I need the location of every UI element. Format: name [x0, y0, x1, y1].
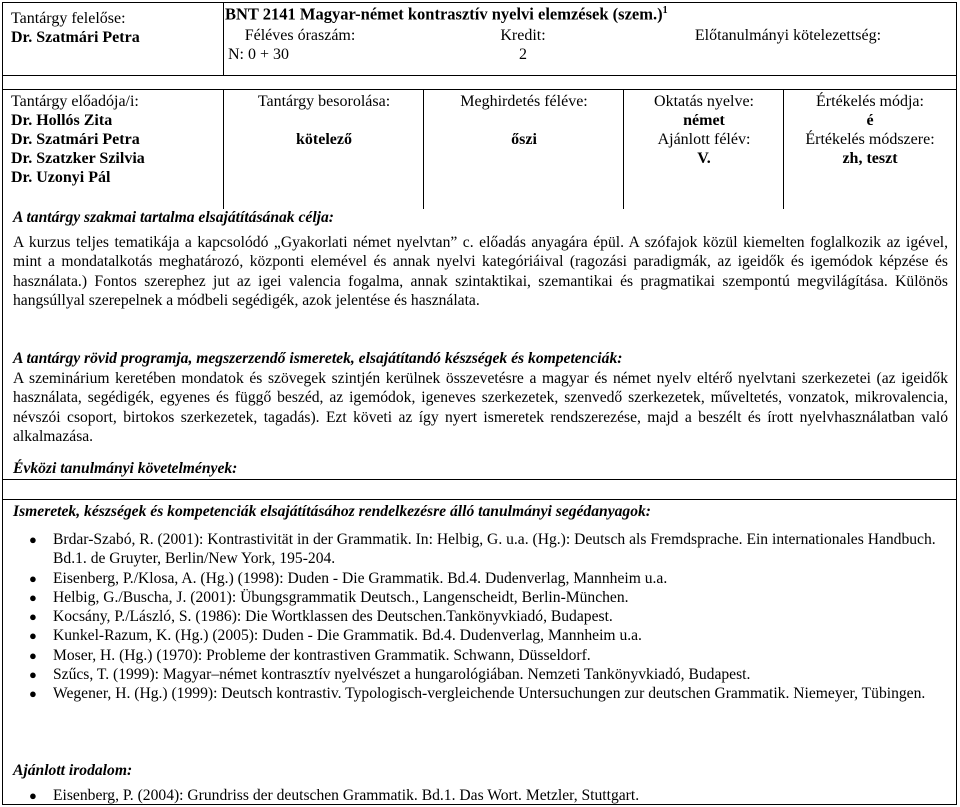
- row-divider: [3, 499, 956, 500]
- meghirdetes-label: Meghirdetés féléve:: [460, 93, 588, 110]
- ertekeles-modja-label: Értékelés módja:: [816, 93, 924, 110]
- course-title: [225, 1, 925, 24]
- footnote-mark: 1: [662, 5, 668, 16]
- list-item: [3, 607, 943, 626]
- ertekeles-modja-value: é: [866, 112, 874, 129]
- reference-text: Brdar-Szabó, R. (2001): Kontrastivität in der Grammatik. In: Helbig, G. u.a. (Hg.): Deutsch als Fremdsprache. Ein internationales Handbuch. Bd.1. de Gruyter, Berlin/New York, 195-204.: [53, 531, 936, 568]
- divider: [423, 89, 424, 209]
- reference-text: Eisenberg, P. (2004): Grundriss der deutschen Grammatik. Bd.1. Das Wort. Metzler, Stuttgart.: [53, 787, 640, 804]
- besorolas-label: Tantárgy besorolása:: [257, 93, 391, 110]
- divider: [223, 3, 224, 75]
- segedanyag-heading: Ismeretek, készségek és kompetenciák elsajátításához rendelkezésre álló tanulmányi segédanyagok:: [13, 503, 651, 520]
- reference-text: Eisenberg, P./Klosa, A. (Hg.) (1998): Duden - Die Grammatik. Bd.4. Dudenverlag, Mannheim u.a.: [53, 569, 668, 587]
- eloado-label: Tantárgy előadója/i:: [11, 93, 139, 110]
- bullet-icon: ●: [29, 628, 37, 644]
- divider: [623, 89, 624, 209]
- kredit-label: Kredit:: [500, 27, 546, 44]
- cel-text: A kurzus teljes tematikája a kapcsolódó „Gyakorlati német nyelvtan” c. előadás anyagára épül. A szófajok közül kiemelten foglalkozik az igével, mint a mondatalkotás meghatározó, központi elemével és annak nyelvi kategóriáival (ragozási paradigmák, az igeidők és igemódok képzése és használata.) Fontos szerephez jut az igei valencia fogalma, annak szintaktikai, szemantikai és pragmatikai szempontú megvilágítása. Különös hangsúllyal szerepelnek a módbeli segédigék, azok jelentése és használata.: [13, 234, 948, 309]
- list-item: [3, 646, 943, 665]
- besorolas-cell: [225, 92, 423, 149]
- bullet-icon: ●: [29, 788, 37, 803]
- oraszam-label: Féléves óraszám:: [244, 27, 356, 44]
- eloado-name: Dr. Uzonyi Pál: [11, 169, 111, 186]
- list-item: [3, 626, 943, 645]
- ajanlott-heading: Ajánlott irodalom:: [13, 762, 133, 779]
- course-title-text: BNT 2141 Magyar-német kontrasztív nyelvi elemzések (szem.): [225, 4, 663, 24]
- oraszam-value: N: 0 + 30: [228, 46, 290, 63]
- felelos-name: Dr. Szatmári Petra: [11, 29, 140, 46]
- bullet-icon: ●: [29, 647, 37, 663]
- elotanulmanyi-cell: [623, 26, 953, 45]
- row-divider: [3, 479, 956, 480]
- cel-heading: A tantárgy szakmai tartalma elsajátításának célja:: [13, 209, 334, 226]
- bullet-icon: ●: [29, 532, 37, 547]
- nyelv-cell: [625, 92, 783, 168]
- kredit-cell: [423, 26, 623, 64]
- eloado-cell: [11, 92, 221, 187]
- elotanulmanyi-label: Előtanulmányi kötelezettség:: [694, 27, 882, 44]
- ertekeles-modszere-label: Értékelés módszere:: [805, 131, 935, 148]
- reference-text: Kunkel-Razum, K. (Hg.) (2005): Duden - Die Grammatik. Bd.4. Dudenverlag, Mannheim u.a.: [53, 627, 642, 645]
- besorolas-value: kötelező: [296, 131, 352, 148]
- felelos-cell: [11, 9, 211, 47]
- eloado-name: Dr. Szatmári Petra: [11, 131, 140, 148]
- ajanlott-list: [3, 786, 943, 805]
- bullet-icon: ●: [29, 667, 37, 683]
- reference-text: Szűcs, T. (1999): Magyar–német kontrasztív nyelvészet a hungarológiában. Nemzeti Tankönyvkiadó, Budapest.: [53, 666, 751, 684]
- meghirdetes-cell: [425, 92, 623, 149]
- nyelv-value: német: [683, 112, 725, 129]
- divider: [783, 89, 784, 209]
- nyelv-label: Oktatás nyelve:: [654, 93, 754, 110]
- list-item: [3, 530, 943, 569]
- row-divider: [3, 75, 956, 76]
- oraszam-cell: [225, 26, 375, 64]
- list-item: [3, 684, 943, 703]
- felelos-label: Tantárgy felelőse:: [11, 10, 126, 27]
- kredit-value: 2: [519, 46, 527, 63]
- divider: [223, 89, 224, 209]
- course-description-sheet: [2, 2, 957, 805]
- evkozi-heading: Évközi tanulmányi követelmények:: [13, 460, 238, 477]
- row-divider: [3, 89, 956, 90]
- ertekeles-cell: [785, 92, 955, 168]
- reference-text: Helbig, G./Buscha, J. (2001): Übungsgrammatik Deutsch., Langenscheidt, Berlin-München.: [53, 588, 629, 606]
- eloado-name: Dr. Szatzker Szilvia: [11, 150, 145, 167]
- bullet-icon: ●: [29, 589, 37, 605]
- ertekeles-modszere-value: zh, teszt: [842, 150, 898, 167]
- list-item: [3, 786, 943, 805]
- eloado-name: Dr. Hollós Zita: [11, 112, 113, 129]
- ajanlott-felev-value: V.: [697, 150, 711, 167]
- ajanlott-felev-label: Ajánlott félév:: [657, 131, 751, 148]
- list-item: [3, 569, 943, 588]
- reference-list: [3, 530, 943, 704]
- reference-text: Kocsány, P./László, S. (1986): Die Wortklassen des Deutschen.Tankönyvkiadó, Budapest.: [53, 608, 613, 626]
- meghirdetes-value: őszi: [511, 131, 537, 148]
- list-item: [3, 665, 943, 684]
- program-heading: A tantárgy rövid programja, megszerzendő ismeretek, elsajátítandó készségek és kompetenciák:: [13, 350, 623, 367]
- reference-text: Wegener, H. (Hg.) (1999): Deutsch kontrastiv. Typologisch-vergleichende Untersuchungen zur deutschen Grammatik. Niemeyer, Tübingen.: [53, 685, 926, 703]
- reference-text: Moser, H. (Hg.) (1970): Probleme der kontrastiven Grammatik. Schwann, Düsseldorf.: [53, 646, 591, 664]
- bullet-icon: ●: [29, 609, 37, 625]
- program-text: A szeminárium keretében mondatok és szövegek szintjén kerülnek összevetésre a magyar és német nyelv eltérő nyelvtani szerkezetei (az igeidők használata, segédigék, egyenes és függő beszéd, az igemódok, igeneves szerkezetek, szenvedő szerkezetek, műveltetés, vonzatok, mikrovalencia, névszói csoport, birtokos szerkezetek, tagadás). Ezt követi az így nyert ismeretek rendszerezése, majd a beszélt és írott nyelvhasználatban való alkalmazása.: [13, 370, 948, 445]
- bullet-icon: ●: [29, 686, 37, 702]
- list-item: [3, 588, 943, 607]
- bullet-icon: ●: [29, 570, 37, 586]
